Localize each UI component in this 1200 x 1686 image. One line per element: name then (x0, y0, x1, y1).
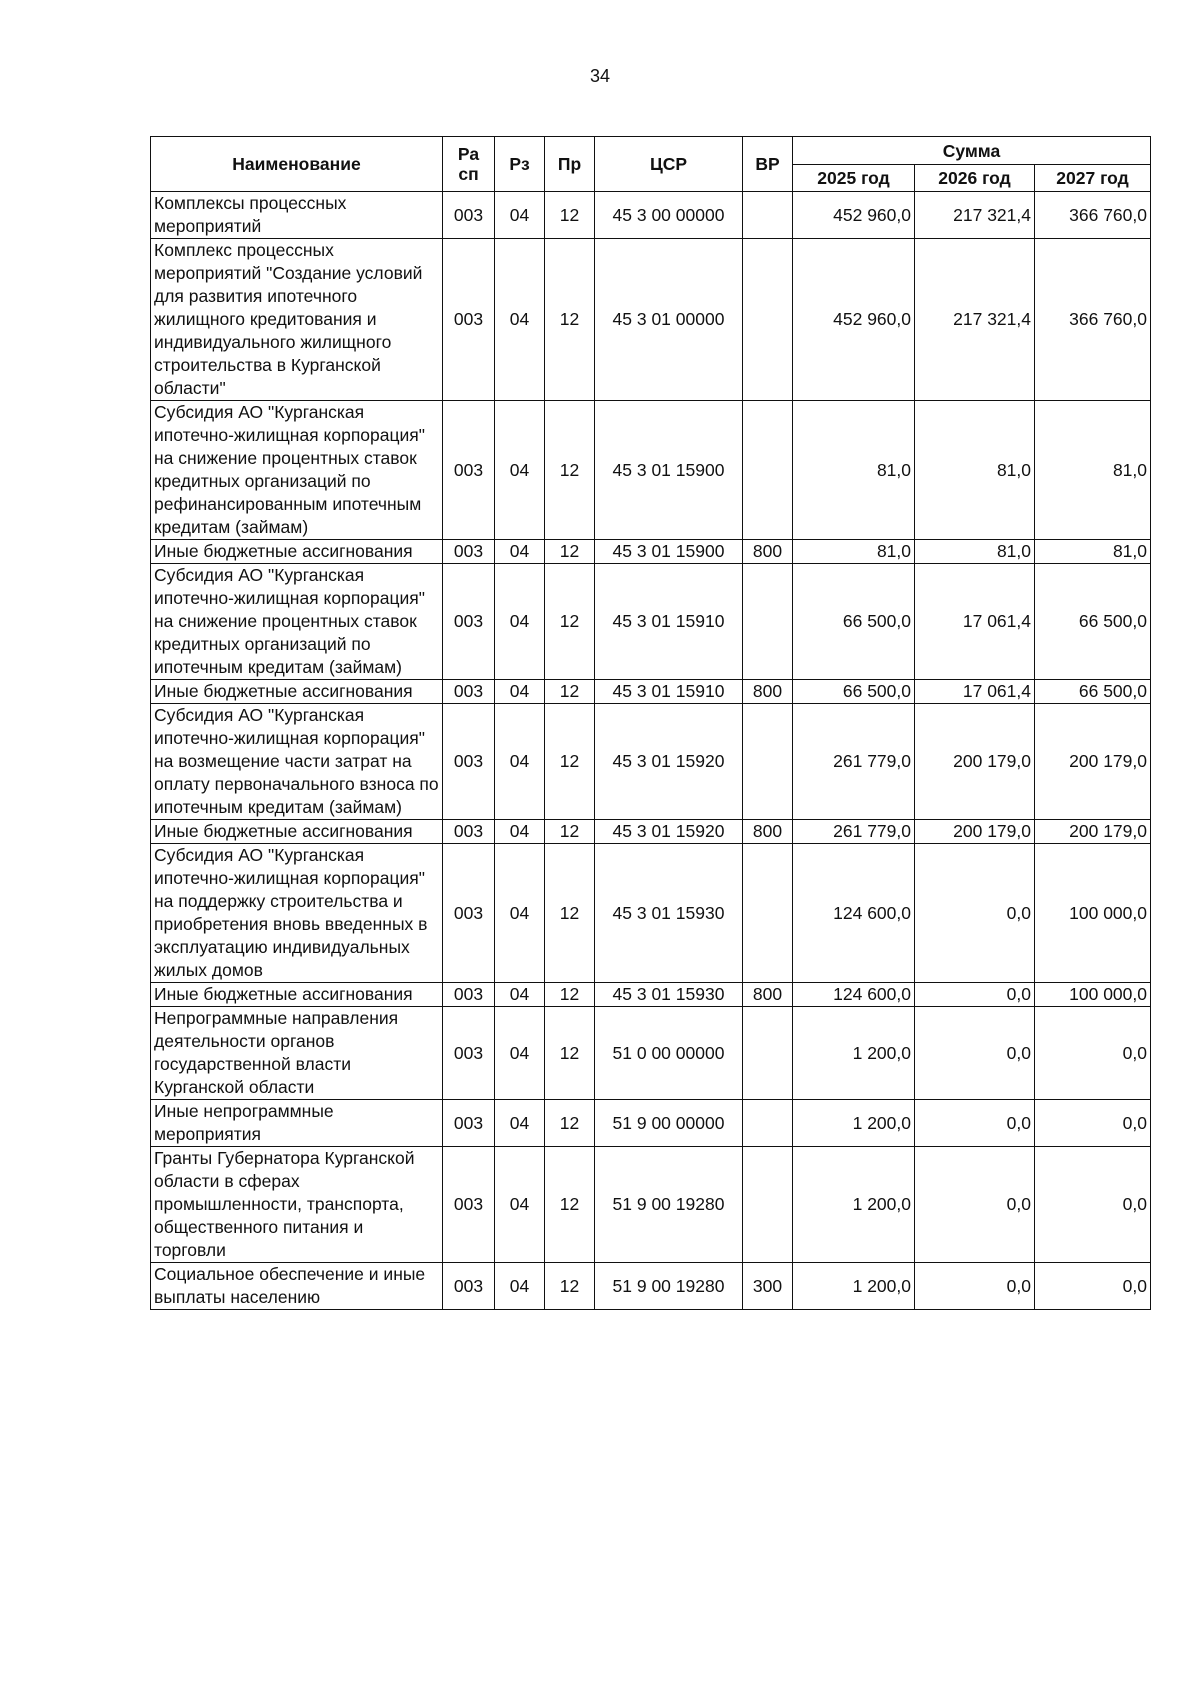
cell-pr: 12 (545, 844, 595, 983)
cell-pr: 12 (545, 540, 595, 564)
cell-vr (743, 192, 793, 239)
cell-sum-2025: 124 600,0 (793, 844, 915, 983)
cell-sum-2026: 0,0 (915, 983, 1035, 1007)
table-row (151, 1263, 1151, 1310)
cell-csr: 45 3 01 15910 (595, 680, 743, 704)
table-row (151, 192, 1151, 239)
cell-sum-2025: 452 960,0 (793, 192, 915, 239)
cell-rz: 04 (495, 564, 545, 680)
cell-rasp: 003 (443, 401, 495, 540)
cell-rasp: 003 (443, 844, 495, 983)
cell-rz: 04 (495, 820, 545, 844)
cell-pr: 12 (545, 1100, 595, 1147)
table-row (151, 844, 1151, 983)
cell-vr (743, 239, 793, 401)
cell-rz: 04 (495, 401, 545, 540)
table-row (151, 680, 1151, 704)
cell-csr: 45 3 01 15920 (595, 704, 743, 820)
cell-name: Субсидия АО "Курганская ипотечно-жилищная корпорация" на снижение процентных ставок кредитных организаций по рефинансированным ипотечным кредитам (займам) (151, 401, 443, 540)
cell-name: Иные бюджетные ассигнования (151, 820, 443, 844)
cell-name: Иные бюджетные ассигнования (151, 680, 443, 704)
header-rz: Рз (495, 137, 545, 192)
cell-sum-2026: 81,0 (915, 401, 1035, 540)
cell-rz: 04 (495, 844, 545, 983)
cell-pr: 12 (545, 680, 595, 704)
cell-name: Иные бюджетные ассигнования (151, 540, 443, 564)
cell-sum-2026: 0,0 (915, 1100, 1035, 1147)
header-year-2026: 2026 год (915, 165, 1035, 192)
cell-sum-2027: 100 000,0 (1035, 983, 1151, 1007)
cell-rz: 04 (495, 540, 545, 564)
cell-name: Субсидия АО "Курганская ипотечно-жилищная корпорация" на снижение процентных ставок кредитных организаций по ипотечным кредитам (займам) (151, 564, 443, 680)
cell-sum-2027: 66 500,0 (1035, 680, 1151, 704)
cell-sum-2027: 100 000,0 (1035, 844, 1151, 983)
table-row (151, 820, 1151, 844)
cell-rasp: 003 (443, 1263, 495, 1310)
cell-csr: 45 3 01 15930 (595, 983, 743, 1007)
cell-sum-2027: 66 500,0 (1035, 564, 1151, 680)
cell-csr: 45 3 01 15900 (595, 540, 743, 564)
cell-rz: 04 (495, 680, 545, 704)
cell-vr: 800 (743, 680, 793, 704)
cell-pr: 12 (545, 564, 595, 680)
cell-sum-2026: 0,0 (915, 1147, 1035, 1263)
table-row (151, 1147, 1151, 1263)
cell-rasp: 003 (443, 192, 495, 239)
table-row (151, 1100, 1151, 1147)
table-row (151, 540, 1151, 564)
cell-rz: 04 (495, 1007, 545, 1100)
header-year-2027: 2027 год (1035, 165, 1151, 192)
cell-vr: 800 (743, 983, 793, 1007)
cell-name: Иные бюджетные ассигнования (151, 983, 443, 1007)
cell-sum-2027: 200 179,0 (1035, 704, 1151, 820)
table-row (151, 564, 1151, 680)
cell-sum-2027: 0,0 (1035, 1147, 1151, 1263)
header-pr: Пр (545, 137, 595, 192)
cell-pr: 12 (545, 1007, 595, 1100)
cell-pr: 12 (545, 983, 595, 1007)
table-row (151, 983, 1151, 1007)
cell-sum-2025: 1 200,0 (793, 1007, 915, 1100)
cell-sum-2027: 0,0 (1035, 1007, 1151, 1100)
cell-sum-2026: 200 179,0 (915, 820, 1035, 844)
cell-rasp: 003 (443, 1100, 495, 1147)
cell-csr: 51 9 00 00000 (595, 1100, 743, 1147)
table-row (151, 239, 1151, 401)
cell-sum-2026: 17 061,4 (915, 680, 1035, 704)
cell-name: Субсидия АО "Курганская ипотечно-жилищная корпорация" на поддержку строительства и приобретения вновь введенных в эксплуатацию индивидуальных жилых домов (151, 844, 443, 983)
table-row (151, 704, 1151, 820)
cell-vr (743, 1100, 793, 1147)
cell-vr (743, 1007, 793, 1100)
cell-sum-2027: 366 760,0 (1035, 239, 1151, 401)
table-row (151, 401, 1151, 540)
cell-rz: 04 (495, 1100, 545, 1147)
cell-name: Гранты Губернатора Курганской области в сферах промышленности, транспорта, общественного питания и торговли (151, 1147, 443, 1263)
cell-sum-2026: 0,0 (915, 1263, 1035, 1310)
cell-sum-2025: 66 500,0 (793, 564, 915, 680)
table-row (151, 1007, 1151, 1100)
cell-sum-2025: 81,0 (793, 540, 915, 564)
cell-csr: 51 0 00 00000 (595, 1007, 743, 1100)
cell-rasp: 003 (443, 540, 495, 564)
cell-rasp: 003 (443, 564, 495, 680)
cell-sum-2025: 261 779,0 (793, 820, 915, 844)
cell-csr: 51 9 00 19280 (595, 1147, 743, 1263)
cell-sum-2025: 1 200,0 (793, 1263, 915, 1310)
cell-rz: 04 (495, 239, 545, 401)
cell-pr: 12 (545, 1263, 595, 1310)
cell-sum-2026: 217 321,4 (915, 239, 1035, 401)
cell-sum-2027: 200 179,0 (1035, 820, 1151, 844)
cell-vr: 800 (743, 540, 793, 564)
cell-csr: 45 3 01 15920 (595, 820, 743, 844)
header-year-2025: 2025 год (793, 165, 915, 192)
cell-pr: 12 (545, 820, 595, 844)
cell-rasp: 003 (443, 704, 495, 820)
cell-vr: 300 (743, 1263, 793, 1310)
cell-sum-2025: 261 779,0 (793, 704, 915, 820)
cell-sum-2027: 366 760,0 (1035, 192, 1151, 239)
cell-sum-2026: 0,0 (915, 1007, 1035, 1100)
cell-sum-2025: 452 960,0 (793, 239, 915, 401)
budget-table (150, 136, 1151, 1310)
cell-rasp: 003 (443, 1147, 495, 1263)
cell-rasp: 003 (443, 983, 495, 1007)
cell-vr (743, 704, 793, 820)
cell-sum-2025: 1 200,0 (793, 1147, 915, 1263)
cell-csr: 51 9 00 19280 (595, 1263, 743, 1310)
cell-rz: 04 (495, 983, 545, 1007)
cell-sum-2026: 217 321,4 (915, 192, 1035, 239)
cell-sum-2026: 200 179,0 (915, 704, 1035, 820)
cell-vr (743, 564, 793, 680)
cell-rasp: 003 (443, 820, 495, 844)
cell-sum-2027: 81,0 (1035, 540, 1151, 564)
cell-csr: 45 3 01 15900 (595, 401, 743, 540)
cell-name: Социальное обеспечение и иные выплаты населению (151, 1263, 443, 1310)
cell-rasp: 003 (443, 680, 495, 704)
cell-vr: 800 (743, 820, 793, 844)
cell-csr: 45 3 01 15930 (595, 844, 743, 983)
header-csr: ЦСР (595, 137, 743, 192)
cell-pr: 12 (545, 704, 595, 820)
cell-rasp: 003 (443, 239, 495, 401)
page-number: 34 (589, 66, 611, 86)
cell-sum-2027: 0,0 (1035, 1100, 1151, 1147)
cell-sum-2025: 81,0 (793, 401, 915, 540)
cell-rz: 04 (495, 192, 545, 239)
cell-pr: 12 (545, 192, 595, 239)
cell-csr: 45 3 01 15910 (595, 564, 743, 680)
cell-pr: 12 (545, 401, 595, 540)
cell-sum-2027: 81,0 (1035, 401, 1151, 540)
cell-name: Иные непрограммные мероприятия (151, 1100, 443, 1147)
cell-name: Комплексы процессных мероприятий (151, 192, 443, 239)
cell-sum-2026: 17 061,4 (915, 564, 1035, 680)
cell-sum-2025: 66 500,0 (793, 680, 915, 704)
cell-name: Субсидия АО "Курганская ипотечно-жилищная корпорация" на возмещение части затрат на оплату первоначального взноса по ипотечным кредитам (займам) (151, 704, 443, 820)
cell-rasp: 003 (443, 1007, 495, 1100)
cell-rz: 04 (495, 1147, 545, 1263)
cell-vr (743, 1147, 793, 1263)
header-sum: Сумма (793, 137, 1151, 165)
header-vr: ВР (743, 137, 793, 192)
cell-vr (743, 844, 793, 983)
cell-pr: 12 (545, 239, 595, 401)
cell-csr: 45 3 01 00000 (595, 239, 743, 401)
cell-vr (743, 401, 793, 540)
table-body (151, 192, 1151, 1310)
cell-name: Непрограммные направления деятельности органов государственной власти Курганской области (151, 1007, 443, 1100)
cell-csr: 45 3 00 00000 (595, 192, 743, 239)
header-name: Наименование (151, 137, 443, 192)
cell-sum-2027: 0,0 (1035, 1263, 1151, 1310)
cell-rz: 04 (495, 704, 545, 820)
cell-sum-2026: 81,0 (915, 540, 1035, 564)
cell-sum-2025: 124 600,0 (793, 983, 915, 1007)
cell-sum-2026: 0,0 (915, 844, 1035, 983)
cell-sum-2025: 1 200,0 (793, 1100, 915, 1147)
cell-pr: 12 (545, 1147, 595, 1263)
cell-name: Комплекс процессных мероприятий "Создание условий для развития ипотечного жилищного кредитования и индивидуального жилищного строительства в Курганской области" (151, 239, 443, 401)
header-rasp: Ра сп (443, 137, 495, 192)
cell-rz: 04 (495, 1263, 545, 1310)
